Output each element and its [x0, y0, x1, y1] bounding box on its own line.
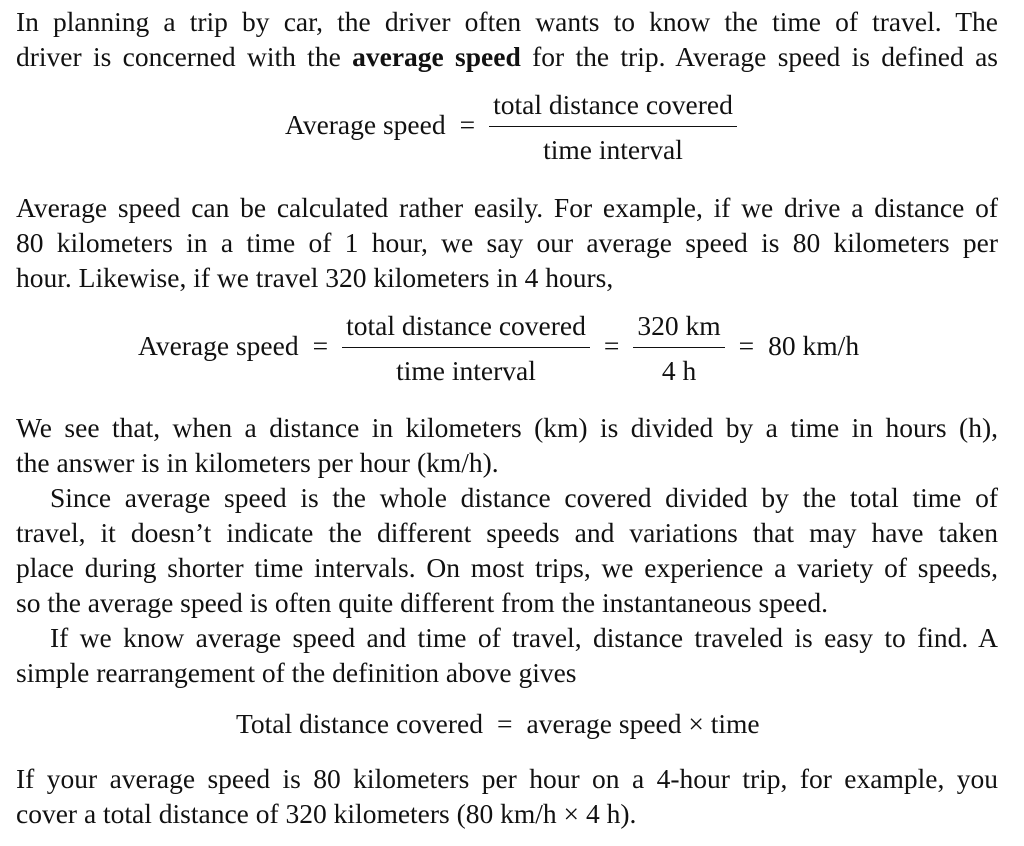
eq1-equals: =: [459, 108, 476, 140]
p6-line-1: If your average speed is 80 kilometers per hour on a 4-hour trip, for example, you: [16, 763, 998, 794]
eq2-denominator-2: 4 h: [661, 355, 697, 386]
p4-line-3: place during shorter time intervals. On most trips, we experience a variety of speeds,: [16, 552, 998, 583]
p1-line-2-post: for the trip. Average speed is defined as: [520, 41, 998, 72]
eq2-numerator-2: 320 km: [633, 309, 724, 348]
eq2-equals-2: =: [603, 329, 620, 361]
p1-line-1: In planning a trip by car, the driver often wants to know the time of travel. The: [16, 6, 998, 37]
eq2-numerator-1: total distance covered: [342, 309, 590, 348]
p4-line-2: travel, it doesn’t indicate the different speeds and variations that may have taken: [16, 517, 998, 548]
eq3-equals: =: [497, 708, 513, 739]
eq1-numerator: total distance covered: [489, 88, 737, 127]
eq1-lhs: Average speed: [285, 108, 446, 140]
p2-line-1: Average speed can be calculated rather easily. For example, if we drive a distance of: [16, 192, 998, 223]
p4-line-1: Since average speed is the whole distance covered divided by the total time of: [50, 482, 998, 513]
term-average-speed: average speed: [352, 41, 521, 72]
p3-line-1: We see that, when a distance in kilometers (km) is divided by a time in hours (h),: [16, 412, 998, 443]
eq3-lhs: Total distance covered: [236, 708, 483, 739]
p4-line-4: so the average speed is often quite different from the instantaneous speed.: [16, 587, 829, 618]
eq2-result: 80 km/h: [768, 329, 860, 361]
eq3-rhs: average speed × time: [526, 708, 760, 739]
eq2-denominator-1: time interval: [396, 355, 536, 386]
equation-average-speed-example: [138, 309, 859, 388]
eq2-equals-1: =: [312, 329, 329, 361]
p2-line-2: 80 kilometers in a time of 1 hour, we say our average speed is 80 kilometers per: [16, 227, 998, 258]
equation-total-distance: [236, 708, 760, 740]
p2-line-3: hour. Likewise, if we travel 320 kilometers in 4 hours,: [16, 262, 614, 293]
eq1-denominator: time interval: [543, 134, 683, 165]
p5-line-1: If we know average speed and time of travel, distance traveled is easy to find. A: [50, 622, 998, 653]
eq2-lhs: Average speed: [138, 329, 299, 361]
eq2-fraction-1: [342, 309, 590, 388]
p5-line-2: simple rearrangement of the definition above gives: [16, 657, 577, 688]
eq1-fraction: [489, 88, 737, 167]
equation-average-speed-definition: [285, 88, 737, 167]
p1-line-2-pre: driver is concerned with the: [16, 41, 353, 72]
p1-line-2: [16, 39, 998, 74]
p6-line-2: cover a total distance of 320 kilometers (80 km/h × 4 h).: [16, 798, 637, 829]
p3-line-2: the answer is in kilometers per hour (km/h).: [16, 447, 499, 478]
eq2-equals-3: =: [738, 329, 755, 361]
eq2-fraction-2: [633, 309, 724, 388]
